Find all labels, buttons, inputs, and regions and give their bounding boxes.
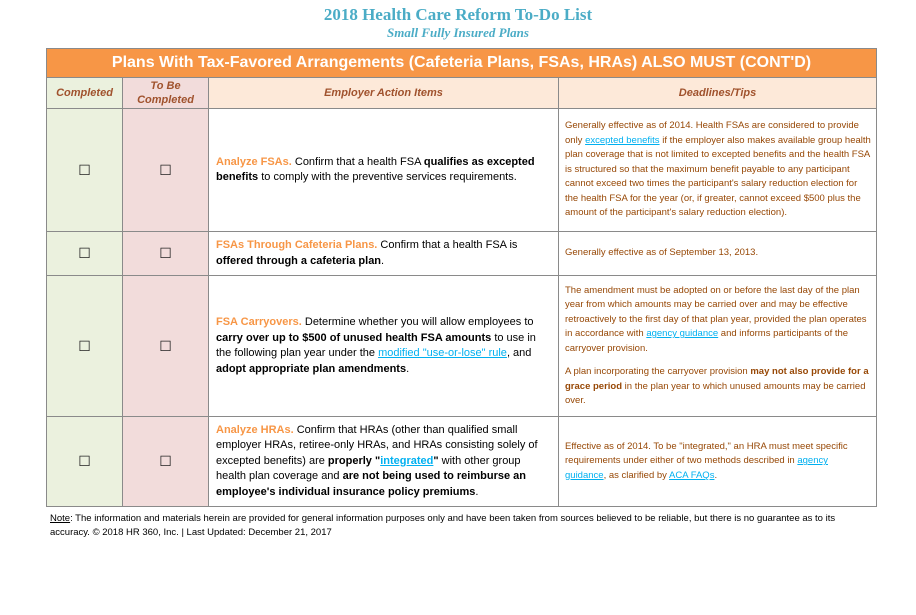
page-title: 2018 Health Care Reform To-Do List [323, 5, 593, 24]
completed-checkbox[interactable]: ☐ [78, 161, 91, 178]
deadline-tip-cell [559, 109, 877, 232]
text-run: in the plan year to which unused amounts may be carried over. [565, 380, 866, 406]
note-label: Note [50, 513, 71, 524]
text-run: to comply with the preventive services requirements. [258, 171, 517, 183]
to-be-completed-checkbox[interactable]: ☐ [159, 161, 172, 178]
action-item-cell [209, 232, 559, 276]
action-item-cell [209, 417, 559, 507]
text-run: . [381, 254, 385, 267]
reference-link[interactable]: integrated [380, 454, 434, 467]
reference-link[interactable]: ACA FAQs [669, 469, 715, 481]
text-run: A plan incorporating the carryover provision [565, 366, 751, 377]
tip-paragraph [565, 246, 871, 261]
col-header-to-be-completed: To Be Completed [123, 78, 209, 109]
table-row [47, 417, 877, 507]
text-run: . [406, 362, 410, 375]
to-be-completed-checkbox[interactable]: ☐ [159, 453, 172, 469]
text-run: Generally effective as of 2014. Health FSAs are considered to provide only [565, 120, 859, 146]
text-run: qualifies as excepted benefits [216, 155, 535, 183]
to-be-completed-checkbox[interactable]: ☐ [159, 337, 172, 354]
to-be-completed-checkbox[interactable]: ☐ [159, 245, 172, 261]
text-run: properly " [327, 454, 381, 467]
deadline-tip-cell [559, 232, 877, 276]
reference-link[interactable]: excepted benefits [585, 134, 660, 146]
text-run: may not also provide for a grace period [565, 366, 869, 392]
deadline-tip-cell [559, 276, 877, 417]
completed-checkbox[interactable]: ☐ [78, 245, 91, 261]
text-run: and informs participants of the carryover provision. [565, 328, 849, 354]
col-header-deadlines-tips: Deadlines/Tips [559, 78, 877, 109]
tip-paragraph [565, 440, 871, 484]
page-subtitle: Small Fully Insured Plans [387, 25, 529, 40]
table-row [47, 109, 877, 232]
deadline-tip-cell [559, 417, 877, 507]
text-run: , and [506, 347, 532, 359]
text-run: Generally effective as of September 13, 2013. [565, 247, 759, 259]
tip-paragraph [565, 365, 871, 409]
text-run: Confirm that a health FSA [291, 155, 424, 168]
text-run: offered through a cafeteria plan [216, 254, 382, 267]
tip-paragraph [565, 119, 871, 221]
item-heading: Analyze FSAs. [216, 155, 292, 168]
item-heading: Analyze HRAs. [216, 423, 294, 436]
text-run: . [714, 469, 718, 481]
table-row [47, 276, 877, 417]
text-run: to use in the following plan year under the [216, 331, 536, 359]
todo-table [46, 48, 877, 507]
col-header-completed: Completed [47, 78, 123, 109]
text-run: adopt appropriate plan amendments [216, 362, 407, 375]
text-run: Effective as of 2014. To be "integrated," an HRA must meet specific requirements under either of two methods described in [565, 440, 848, 467]
text-run: if the employer also makes available group health plan coverage that is not limited to excepted benefits and the health FSA is structured so that the maximum benefit payable to any participant cannot exceed two times the participant's salary reduction election for the health FSA for the year (or, if greater, cannot exceed $500 plus the amount of the participant's salary reduction election). [565, 134, 871, 219]
text-run: . [475, 485, 479, 498]
text-run: with other group health plan coverage and [216, 454, 521, 483]
text-run: are not being used to reimburse an employee's individual insurance policy premiums [216, 470, 526, 498]
text-run: Determine whether you will allow employees to [301, 316, 534, 328]
action-item-cell [209, 276, 559, 417]
reference-link[interactable]: agency guidance [646, 328, 719, 339]
table-row [47, 232, 877, 276]
section-banner: Plans With Tax-Favored Arrangements (Cafeteria Plans, FSAs, HRAs) ALSO MUST (CONT'D) [47, 49, 877, 78]
text-run: carry over up to $500 of unused health FSA amounts [216, 331, 492, 344]
note-text: : The information and materials herein are provided for general information purposes only and have been taken from sources believed to be reliable, but there is no guarantee as to its accuracy. © 2018 HR 360, Inc. | Last Updated: December 21, 2017 [50, 513, 836, 538]
text-run: Confirm that HRAs (other than qualified small employer HRAs, retiree-only HRAs, and HRAs consisting solely of excepted benefits) are [216, 423, 538, 467]
item-heading: FSAs Through Cafeteria Plans. [216, 239, 378, 251]
text-run: , as clarified by [603, 469, 670, 481]
text-run: The amendment must be adopted on or before the last day of the plan year from which amounts may be carried over and may be effective retroactively to the first day of that plan year, provided the plan operates in accordance with [565, 284, 867, 339]
action-item-cell [209, 109, 559, 232]
text-run: Confirm that a health FSA is [377, 239, 518, 251]
completed-checkbox[interactable]: ☐ [78, 337, 91, 354]
item-heading: FSA Carryovers. [216, 316, 302, 328]
tip-paragraph [565, 284, 871, 357]
col-header-action-items: Employer Action Items [209, 78, 559, 109]
text-run: " [433, 454, 439, 467]
footer-note [50, 512, 850, 540]
reference-link[interactable]: modified "use-or-lose" rule [378, 347, 507, 359]
reference-link[interactable]: agency guidance [565, 455, 828, 481]
completed-checkbox[interactable]: ☐ [78, 453, 91, 469]
